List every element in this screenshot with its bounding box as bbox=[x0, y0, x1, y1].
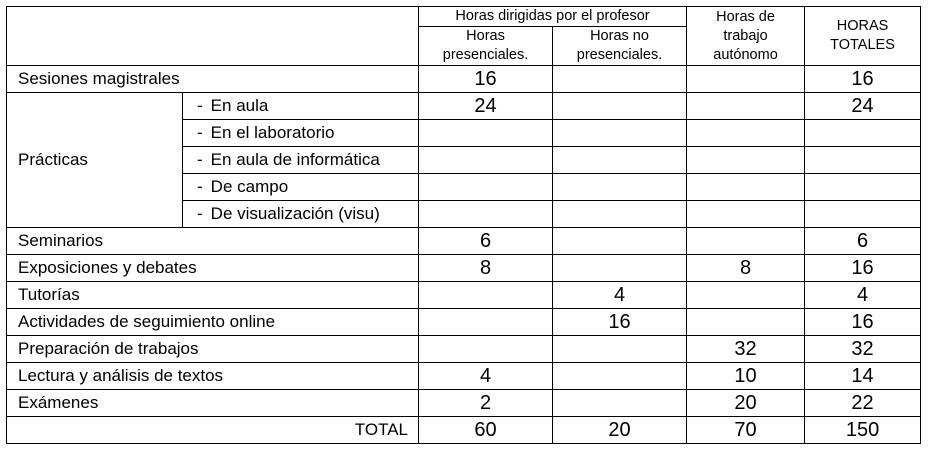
dash: - bbox=[197, 96, 203, 115]
table-row bbox=[7, 93, 921, 120]
cell-total: 22 bbox=[805, 390, 921, 417]
cell-autonomo bbox=[687, 147, 805, 174]
header-no-presenciales bbox=[553, 27, 687, 66]
sub-row-label bbox=[183, 120, 419, 147]
cell-no-presenciales bbox=[553, 93, 687, 120]
dash: - bbox=[197, 177, 203, 196]
row-label: Exámenes bbox=[7, 390, 419, 417]
cell-total: 16 bbox=[805, 309, 921, 336]
header-totales-line: TOTALES bbox=[830, 37, 895, 53]
cell-autonomo: 32 bbox=[687, 336, 805, 363]
total-autonomo: 70 bbox=[687, 417, 805, 444]
cell-autonomo bbox=[687, 120, 805, 147]
cell-no-presenciales bbox=[553, 120, 687, 147]
table-row bbox=[7, 255, 921, 282]
row-label: Preparación de trabajos bbox=[7, 336, 419, 363]
cell-no-presenciales: 4 bbox=[553, 282, 687, 309]
cell-presenciales: 24 bbox=[419, 93, 553, 120]
row-label: Lectura y análisis de textos bbox=[7, 363, 419, 390]
cell-total: 14 bbox=[805, 363, 921, 390]
hours-table bbox=[6, 6, 921, 444]
total-no-presenciales: 20 bbox=[553, 417, 687, 444]
header-corner bbox=[7, 7, 419, 66]
sub-row-label bbox=[183, 93, 419, 120]
cell-no-presenciales bbox=[553, 363, 687, 390]
sub-row-label bbox=[183, 147, 419, 174]
cell-total bbox=[805, 147, 921, 174]
sub-row-text: De campo bbox=[210, 177, 289, 196]
cell-autonomo bbox=[687, 282, 805, 309]
header-totales-line: HORAS bbox=[836, 18, 889, 34]
cell-autonomo: 20 bbox=[687, 390, 805, 417]
cell-autonomo bbox=[687, 93, 805, 120]
header-presenciales-line: presenciales. bbox=[442, 47, 529, 63]
row-label: Tutorías bbox=[7, 282, 419, 309]
cell-no-presenciales bbox=[553, 201, 687, 228]
sub-row-label bbox=[183, 174, 419, 201]
cell-total: 6 bbox=[805, 228, 921, 255]
cell-presenciales bbox=[419, 282, 553, 309]
cell-autonomo bbox=[687, 228, 805, 255]
sub-row-text: En aula bbox=[210, 96, 269, 115]
table-row bbox=[7, 66, 921, 93]
cell-autonomo bbox=[687, 201, 805, 228]
cell-no-presenciales bbox=[553, 66, 687, 93]
cell-total: 16 bbox=[805, 255, 921, 282]
cell-total bbox=[805, 120, 921, 147]
row-label: Exposiciones y debates bbox=[7, 255, 419, 282]
cell-total: 24 bbox=[805, 93, 921, 120]
cell-autonomo: 8 bbox=[687, 255, 805, 282]
cell-no-presenciales bbox=[553, 147, 687, 174]
sub-row-text: En aula de informática bbox=[210, 150, 380, 169]
table-row bbox=[7, 336, 921, 363]
dash: - bbox=[197, 204, 203, 223]
cell-presenciales bbox=[419, 309, 553, 336]
cell-presenciales: 8 bbox=[419, 255, 553, 282]
cell-presenciales bbox=[419, 120, 553, 147]
cell-presenciales bbox=[419, 174, 553, 201]
cell-autonomo bbox=[687, 309, 805, 336]
cell-no-presenciales bbox=[553, 228, 687, 255]
cell-presenciales bbox=[419, 147, 553, 174]
total-row bbox=[7, 417, 921, 444]
header-presenciales-line: Horas bbox=[466, 28, 505, 44]
sub-row-text: En el laboratorio bbox=[210, 123, 335, 142]
header-autonomo-line: autónomo bbox=[713, 46, 778, 63]
cell-total bbox=[805, 174, 921, 201]
header-no-presenciales-line: presenciales. bbox=[576, 47, 663, 63]
header-presenciales bbox=[419, 27, 553, 66]
table-row bbox=[7, 363, 921, 390]
cell-no-presenciales bbox=[553, 390, 687, 417]
cell-presenciales: 4 bbox=[419, 363, 553, 390]
table-row bbox=[7, 309, 921, 336]
cell-presenciales: 16 bbox=[419, 66, 553, 93]
cell-total: 4 bbox=[805, 282, 921, 309]
header-no-presenciales-line: Horas no bbox=[590, 28, 649, 44]
header-autonomo-line: trabajo bbox=[723, 27, 768, 44]
practicas-label: Prácticas bbox=[7, 93, 183, 228]
cell-autonomo bbox=[687, 66, 805, 93]
cell-presenciales: 6 bbox=[419, 228, 553, 255]
table-row bbox=[7, 228, 921, 255]
row-label: Seminarios bbox=[7, 228, 419, 255]
cell-no-presenciales bbox=[553, 174, 687, 201]
header-row bbox=[7, 7, 921, 27]
cell-presenciales bbox=[419, 201, 553, 228]
cell-no-presenciales: 16 bbox=[553, 309, 687, 336]
cell-presenciales: 2 bbox=[419, 390, 553, 417]
header-autonomo bbox=[687, 7, 805, 66]
header-group: Horas dirigidas por el profesor bbox=[419, 7, 687, 27]
sub-row-label bbox=[183, 201, 419, 228]
table-row bbox=[7, 282, 921, 309]
total-label: TOTAL bbox=[7, 417, 419, 444]
total-presenciales: 60 bbox=[419, 417, 553, 444]
cell-autonomo bbox=[687, 174, 805, 201]
header-autonomo-line: Horas de bbox=[716, 8, 775, 25]
header-totales bbox=[805, 7, 921, 66]
sub-row-text: De visualización (visu) bbox=[210, 204, 380, 223]
cell-presenciales bbox=[419, 336, 553, 363]
row-label: Sesiones magistrales bbox=[7, 66, 419, 93]
cell-total: 32 bbox=[805, 336, 921, 363]
cell-no-presenciales bbox=[553, 336, 687, 363]
total-total: 150 bbox=[805, 417, 921, 444]
cell-total: 16 bbox=[805, 66, 921, 93]
row-label: Actividades de seguimiento online bbox=[7, 309, 419, 336]
dash: - bbox=[197, 123, 203, 142]
cell-total bbox=[805, 201, 921, 228]
dash: - bbox=[197, 150, 203, 169]
table-row bbox=[7, 390, 921, 417]
cell-autonomo: 10 bbox=[687, 363, 805, 390]
cell-no-presenciales bbox=[553, 255, 687, 282]
